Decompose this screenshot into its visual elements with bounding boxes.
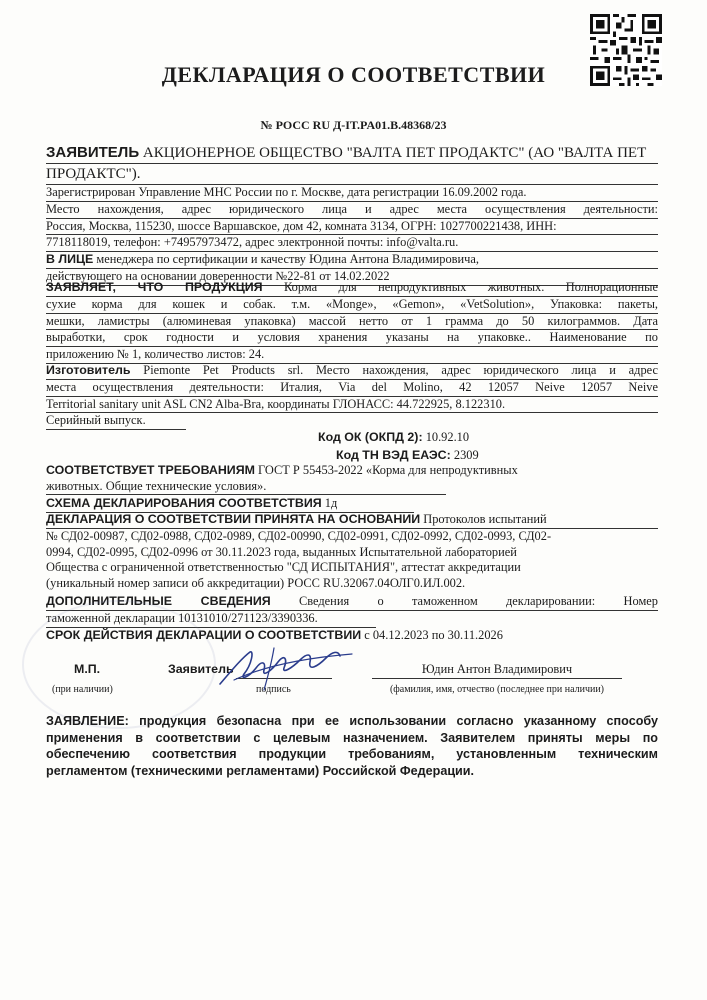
product-line4: выработки, срок годности и условия хранения указаны на упаковке.. Наименование по [46,330,658,347]
name-line [372,678,622,679]
handwritten-signature [214,640,364,696]
manufacturer-section [46,363,658,430]
manufacturer-line1: Piemonte Pet Products srl. Место нахождения, адрес юридического лица и адрес [143,363,658,377]
basis-line4: Общества с ограниченной ответственностью "СД ИСПЫТАНИЯ", аттестат аккредитации [46,560,521,575]
person-line2: действующего на основании доверенности №22-81 от 14.02.2022 [46,269,658,286]
manufacturer-line2: места осуществления деятельности: Италия, Via del Molino, 42 12057 Neive 12057 Neive [46,380,658,397]
basis-line3: 0994, СД02-0995, СД02-0996 от 30.11.2023 года, выданных Испытательной лабораторией [46,544,517,559]
signer-full-name: Юдин Антон Владимирович [421,662,573,676]
product-line2: сухие корма для кошек и собак. т.м. «Monge», «Gemon», «VetSolution», Упаковка: пакеты, [46,297,658,314]
tnved-value: 2309 [453,447,479,462]
applicant-registration: Зарегистрирован Управление МНС России по г. Москве, дата регистрации 16.09.2002 года. [46,185,658,202]
statement-line3: обеспечению соответствия продукции требованиям, установленным техническим [46,747,658,761]
basis-section [46,512,658,592]
declaration-number: № РОСС RU Д-IT.PA01.B.48368/23 [260,118,447,132]
compliance-underline [46,494,446,495]
basis-line2: № СД02-00987, СД02-0988, СД02-0989, СД02-00990, СД02-0991, СД02-0992, СД02-0993, СД02- [46,528,552,543]
additional-line2: таможенной декларации 10131010/271123/3390336. [46,611,376,628]
sign-note: подпись [256,684,291,695]
applicant-sign-label: Заявитель [168,662,234,676]
basis-line1: Протоколов испытаний [423,512,547,526]
basis-line5: (уникальный номер записи об аккредитации) РОСС RU.32067.04ОЛГ0.ИЛ.002. [46,576,466,591]
statement-line4: регламентом (техническими регламентами) Российской Федерации. [46,763,475,778]
mp-label: М.П. [74,662,101,676]
basis-label: ДЕКЛАРАЦИЯ О СООТВЕТСТВИИ ПРИНЯТА НА ОСНОВАНИИ [46,512,421,526]
product-line1: Корма для непродуктивных животных. Полнорационные [284,280,658,294]
applicant-address-line1: Место нахождения, адрес юридического лица и адрес места осуществления деятельности: [46,202,658,219]
compliance-line2: животных. Общие технические условия». [46,478,267,493]
applicant-name-line2: ПРОДАКТС"). [46,164,658,185]
person-label: В ЛИЦЕ [46,252,94,267]
okpd-value: 10.92.10 [425,430,470,444]
product-line3: мешки, ламистры (алюминевая упаковка) массой нетто от 1 грамма до 50 килограммов. Дата [46,314,658,331]
applicant-section [46,143,658,286]
validity-text: с 04.12.2023 по 30.11.2026 [364,628,503,642]
product-line5: приложению № 1, количество листов: 24. [46,347,658,364]
validity-label: СРОК ДЕЙСТВИЯ ДЕКЛАРАЦИИ О СООТВЕТСТВИИ [46,628,362,642]
scheme-section [46,496,658,513]
applicant-name-line1: АКЦИОНЕРНОЕ ОБЩЕСТВО "ВАЛТА ПЕТ ПРОДАКТС" (АО "ВАЛТА ПЕТ [142,145,647,161]
compliance-label: СООТВЕТСТВУЕТ ТРЕБОВАНИЯМ [46,463,255,477]
additional-label: ДОПОЛНИТЕЛЬНЫЕ СВЕДЕНИЯ [46,594,271,608]
additional-line1: Сведения о таможенном декларировании: Номер [299,594,658,608]
document-title: ДЕКЛАРАЦИЯ О СООТВЕТСТВИИ [161,62,546,87]
okpd-label: Код ОК (ОКПД 2): [318,430,423,444]
applicant-address-line3: 7718118019, телефон: +74957973472, адрес электронной почты: info@valta.ru. [46,235,658,252]
name-note: (фамилия, имя, отчество (последнее при наличии) [389,684,605,695]
manufacturer-serial: Серийный выпуск. [46,413,186,430]
compliance-line1: ГОСТ Р 55453-2022 «Корма для непродуктивных [258,463,518,477]
product-section [46,280,658,364]
scheme-label: СХЕМА ДЕКЛАРИРОВАНИЯ СООТВЕТСТВИЯ [46,496,322,510]
tnved-label: Код ТН ВЭД ЕАЭС: [336,447,451,462]
statement-line2: применения в соответствии с целевым назначением. Заявителем приняты меры по [46,730,658,745]
person-line1: менеджера по сертификации и качеству Юдина Антона Владимировича, [96,252,479,267]
statement-label: ЗАЯВЛЕНИЕ: [46,714,129,728]
codes-section [318,430,618,464]
applicant-label: ЗАЯВИТЕЛЬ [46,144,140,161]
manufacturer-label: Изготовитель [46,363,131,377]
product-label: ЗАЯВЛЯЕТ, ЧТО ПРОДУКЦИЯ [46,280,263,294]
scheme-value: 1д [324,496,338,510]
compliance-section [46,463,658,495]
mp-note: (при наличии) [52,684,113,695]
statement-line1: продукция безопасна при ее использовании согласно указанному способу [139,714,659,728]
applicant-address-line2: Россия, Москва, 115230, шоссе Варшавское, дом 42, комната 3134, ОГРН: 1027700221438, ИНН: [46,219,658,236]
statement-section [46,713,658,779]
manufacturer-line3: Territorial sanitary unit ASL CN2 Alba-Bra, координаты ГЛОНАСС: 44.722925, 8.122310. [46,397,658,414]
